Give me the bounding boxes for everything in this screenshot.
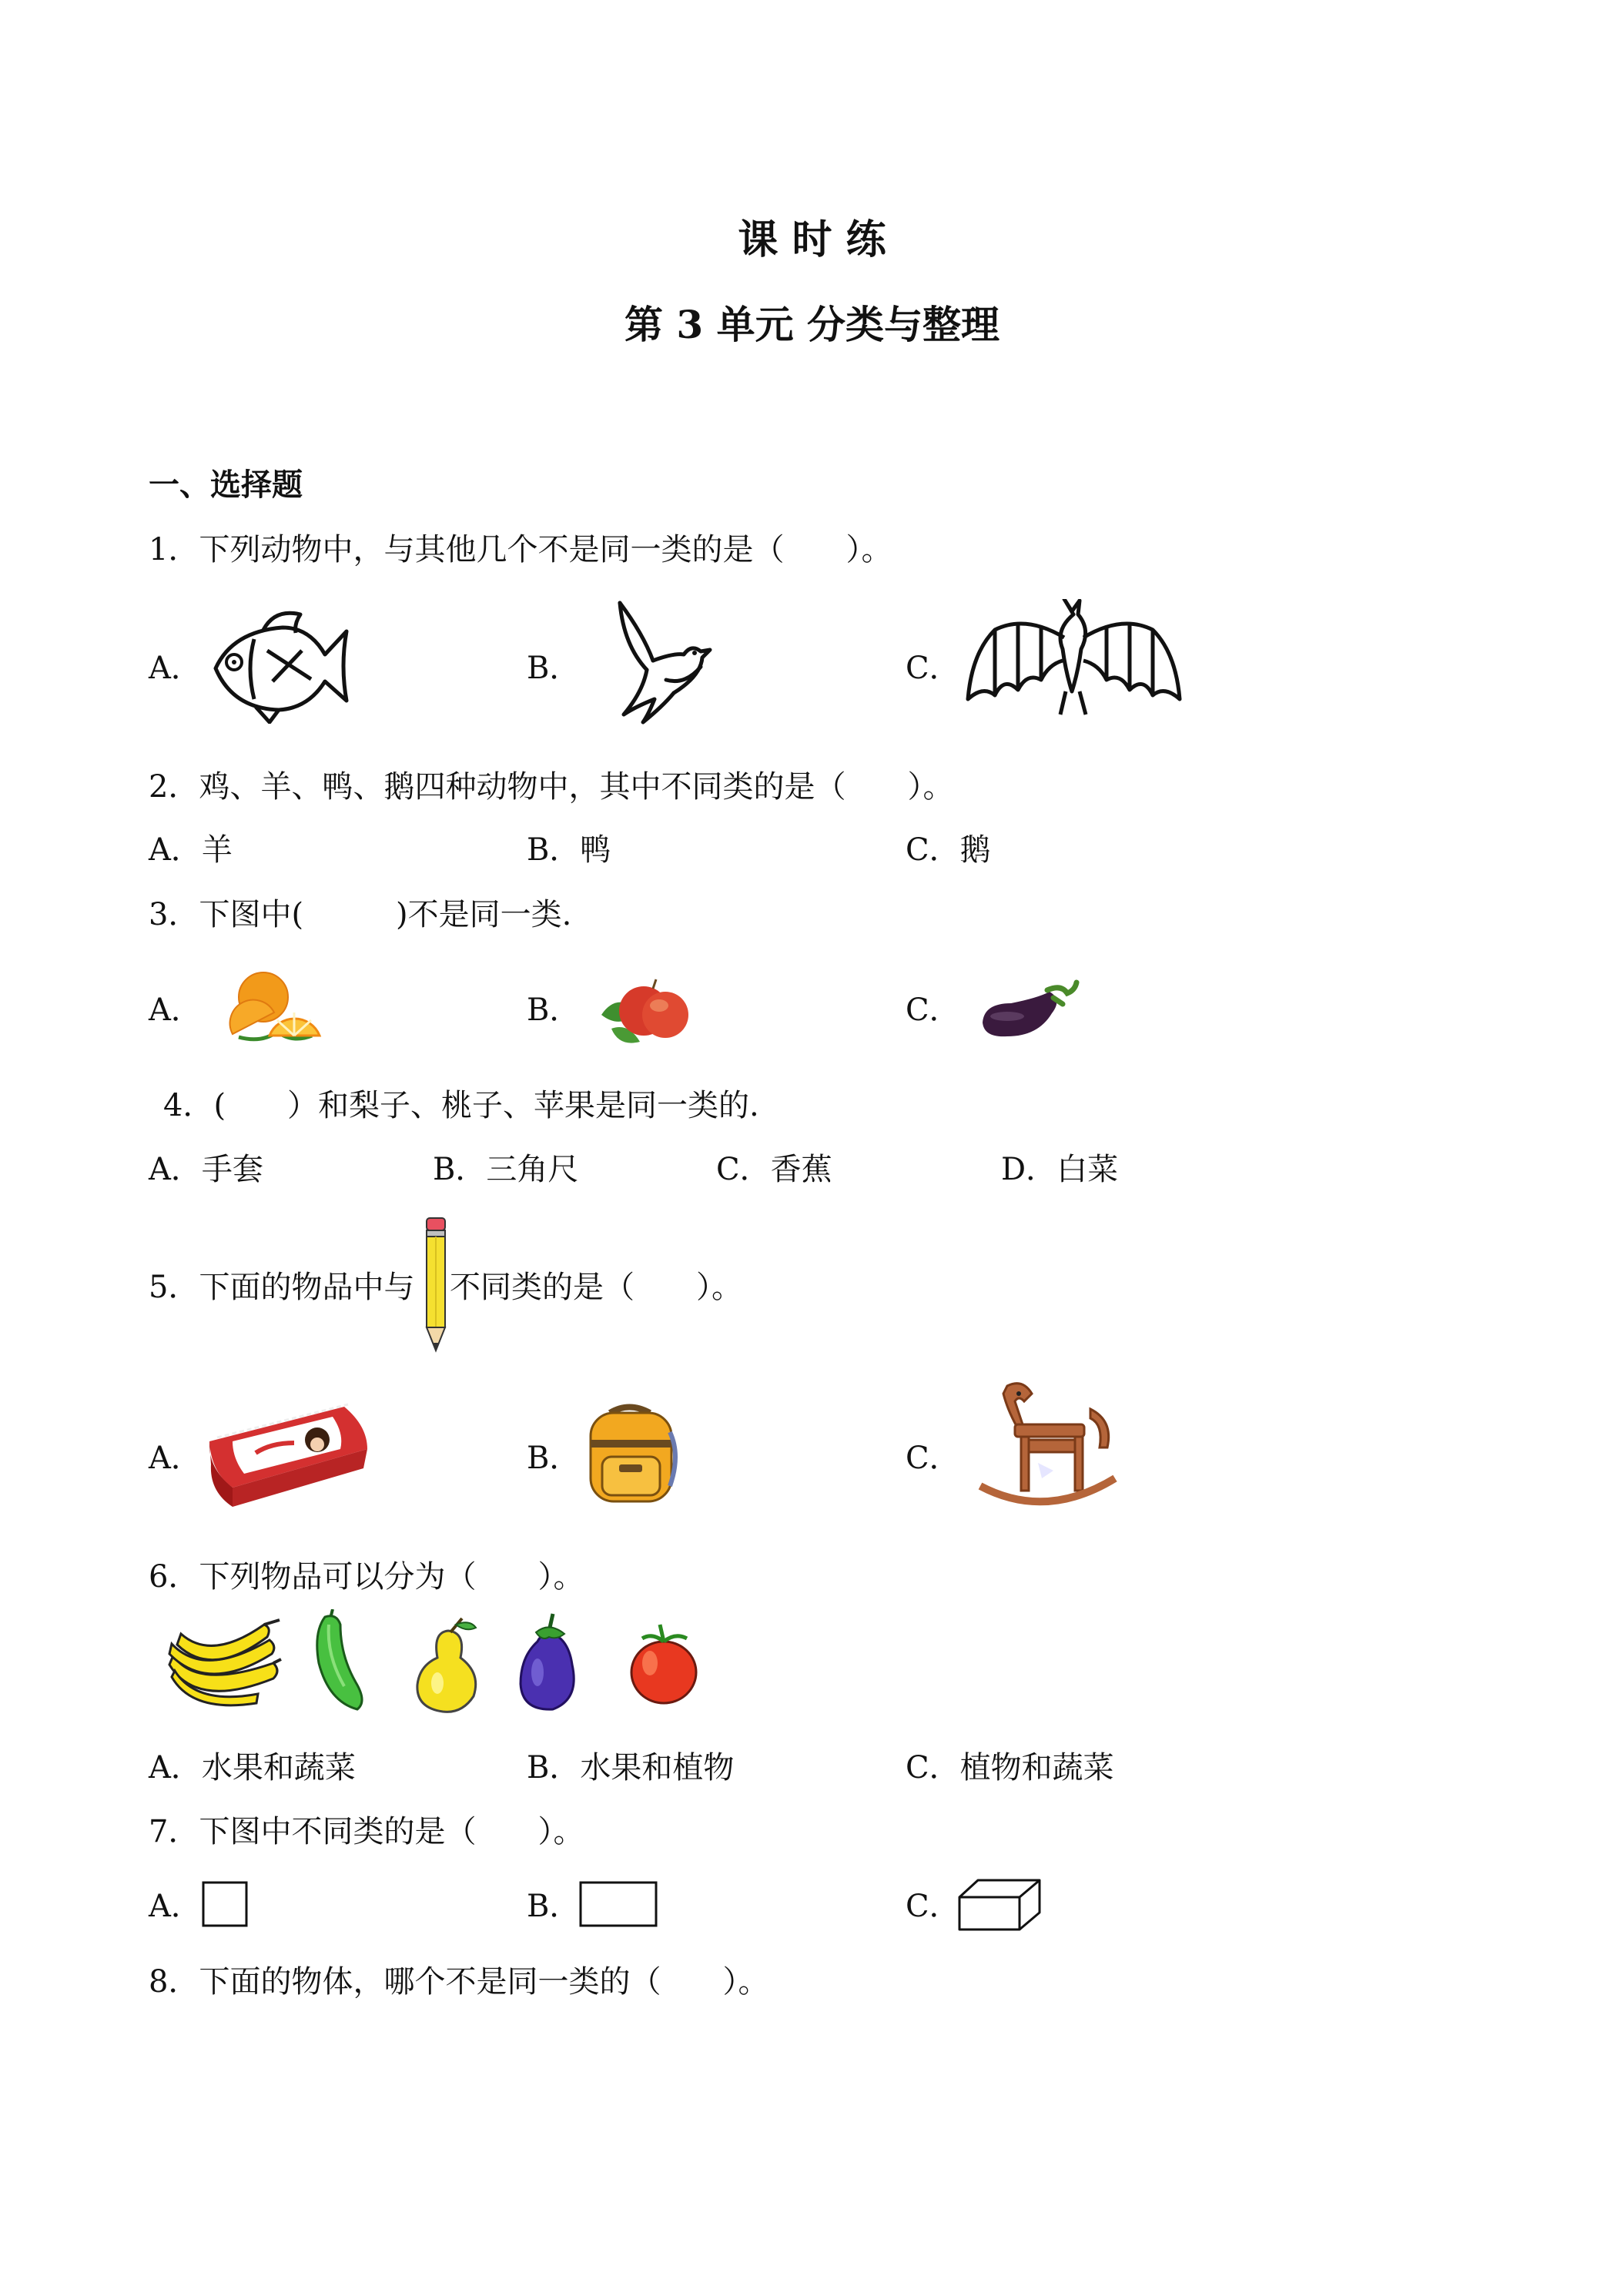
eggplant-2-icon <box>514 1611 584 1717</box>
q7-option-a-label: A． <box>149 1889 202 1924</box>
q1-option-c-label: C． <box>906 651 960 686</box>
q6-option-c[interactable]: C．植物和蔬菜 <box>906 1750 1114 1786</box>
tomato-icon <box>625 1618 702 1709</box>
fish-icon <box>209 608 352 724</box>
q5-stem-after: 不同类的是（ ）。 <box>450 1270 742 1305</box>
q4-option-c[interactable]: C．香蕉 <box>716 1152 832 1187</box>
pear-icon <box>408 1615 489 1715</box>
q3-option-a-label: A． <box>149 992 202 1028</box>
square-shape <box>202 1881 249 1929</box>
q7-stem: 7．下图中不同类的是（ ）。 <box>149 1814 584 1849</box>
q4-option-d[interactable]: D．白菜 <box>1001 1152 1119 1187</box>
q6-stem: 6．下列物品可以分为（ ）。 <box>149 1559 584 1595</box>
q6-option-b[interactable]: B．水果和植物 <box>527 1750 735 1786</box>
q3-stem: 3．下图中( )不是同一类. <box>149 897 572 932</box>
eggplant-icon <box>976 976 1080 1046</box>
q4-stem: 4．( ）和梨子、桃子、苹果是同一类的. <box>163 1088 759 1123</box>
q3-option-b-label: B． <box>527 992 581 1028</box>
q5-stem-before: 5．下面的物品中与 <box>149 1270 415 1305</box>
q3-option-c-label: C． <box>906 992 960 1028</box>
cucumber-icon <box>310 1609 371 1717</box>
q7-option-b-label: B． <box>527 1889 581 1924</box>
q5-option-a-label: A． <box>149 1441 202 1476</box>
q1-stem: 1．下列动物中，与其他几个不是同一类的是（ ）。 <box>149 532 892 567</box>
bird-icon <box>601 599 716 726</box>
q1-option-b-label: B． <box>527 651 581 686</box>
q5-option-b-label: B． <box>527 1441 581 1476</box>
q2-stem: 2．鸡、羊、鸭、鹅四种动物中，其中不同类的是（ ）。 <box>149 769 954 805</box>
apple-icon <box>598 969 694 1053</box>
q5-option-c-label: C． <box>906 1441 960 1476</box>
page-title: 课 时 练 <box>738 216 886 263</box>
q2-option-b[interactable]: B．鸭 <box>527 832 611 868</box>
q8-stem: 8．下面的物体，哪个不是同一类的（ ）。 <box>149 1964 769 2000</box>
orange-icon <box>223 966 327 1047</box>
cuboid-shape <box>958 1877 1044 1933</box>
unit-subtitle: 第 3 单元 分类与整理 <box>624 302 1000 347</box>
bat-icon <box>964 599 1184 722</box>
q2-option-a[interactable]: A．羊 <box>149 832 233 868</box>
q7-option-c-label: C． <box>906 1889 960 1924</box>
q2-option-c[interactable]: C．鹅 <box>906 832 991 868</box>
backpack-icon <box>579 1401 683 1505</box>
rectangle-shape <box>579 1881 659 1929</box>
pencil-icon <box>422 1215 450 1354</box>
rocking-horse-icon <box>976 1378 1119 1521</box>
pencil-case-icon <box>202 1395 375 1511</box>
q4-option-b[interactable]: B．三角尺 <box>433 1152 579 1187</box>
q1-option-a-label: A． <box>149 651 202 686</box>
section-heading: 一、选择题 <box>149 467 303 503</box>
q4-option-a[interactable]: A．手套 <box>149 1152 263 1187</box>
q6-option-a[interactable]: A．水果和蔬菜 <box>149 1750 356 1786</box>
bananas-icon <box>166 1617 285 1713</box>
